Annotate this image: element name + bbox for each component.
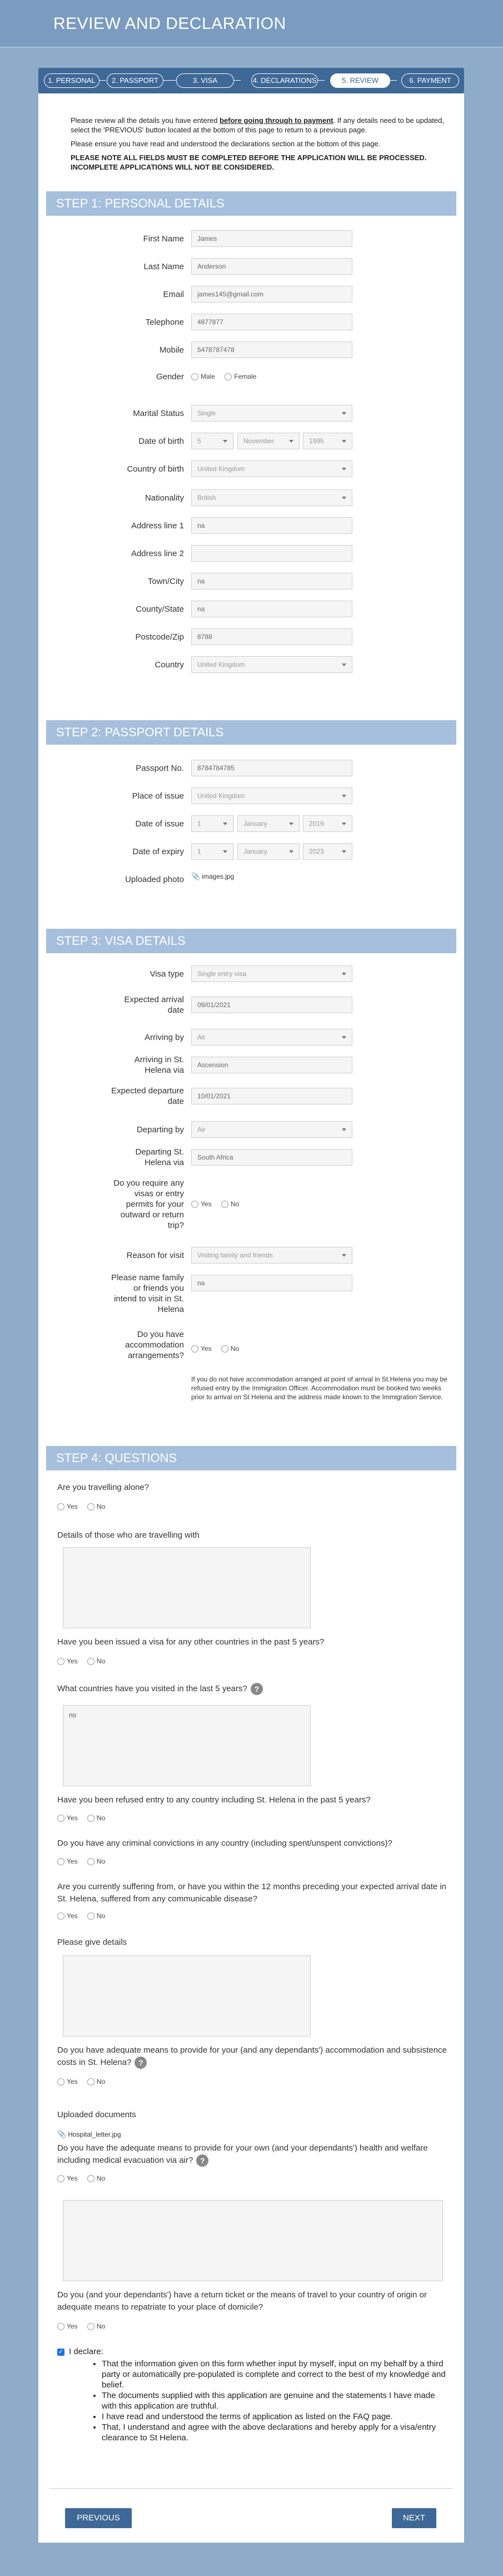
declaration-checkbox[interactable]: ✓ — [58, 2348, 64, 2355]
require-visas-label: Do you require any visas or entry permits for your outward or return trip? — [113, 1178, 184, 1230]
divider — [49, 2488, 453, 2489]
gender-label: Gender — [156, 372, 184, 382]
radio-yes[interactable]: Yes — [57, 1814, 78, 1822]
dob-year-select[interactable]: 1995 — [303, 433, 352, 449]
chevron-down-icon — [342, 1254, 346, 1257]
review-panel — [38, 93, 464, 2543]
town-city-label: Town/City — [147, 577, 184, 586]
wizard-step-payment[interactable]: 6. PAYMENT — [401, 73, 459, 88]
next-button[interactable]: NEXT — [392, 2508, 436, 2528]
expiry-day-select[interactable]: 1 — [191, 843, 233, 860]
chevron-down-icon — [342, 823, 346, 825]
radio-no[interactable]: No — [87, 1912, 105, 1920]
question-return-ticket: Do you (and your dependants') have a return ticket or the means of travel to your country of origin or adequate means to repatriate to your place of domicile? — [57, 2290, 427, 2312]
chevron-down-icon — [342, 468, 346, 470]
issue-year-select[interactable]: 2019 — [303, 815, 352, 832]
first-name-field[interactable]: James — [191, 230, 352, 247]
radio-yes[interactable]: Yes — [57, 2174, 78, 2182]
reason-for-visit-label: Reason for visit — [126, 1251, 184, 1260]
arriving-via-label: Arriving in St. Helena via — [134, 1055, 184, 1075]
disease-details-textarea[interactable] — [63, 1955, 311, 2037]
address-line-2-label: Address line 2 — [131, 549, 184, 558]
family-friends-field[interactable]: na — [191, 1275, 352, 1291]
intro-paragraph — [71, 116, 454, 135]
dob-label: Date of birth — [138, 437, 184, 446]
declaration-list — [57, 2359, 446, 2443]
chevron-down-icon — [342, 973, 346, 975]
paperclip-icon: 📎 — [191, 872, 201, 880]
departing-via-field[interactable]: South Africa — [191, 1149, 352, 1166]
chevron-down-icon — [223, 823, 227, 825]
postcode-field[interactable]: 8788 — [191, 628, 352, 645]
issue-day-select[interactable]: 1 — [191, 815, 233, 832]
radio-no[interactable]: No — [87, 1503, 105, 1510]
wizard-progress — [38, 68, 464, 93]
declaration — [57, 2347, 446, 2443]
email-field[interactable]: james145@gmail.com — [191, 286, 352, 303]
wizard-step-visa[interactable]: 3. VISA — [176, 73, 234, 88]
departing-by-label: Departing by — [136, 1125, 184, 1135]
declaration-label: I declare: — [69, 2347, 103, 2356]
country-select[interactable]: United Kingdom — [191, 656, 352, 673]
town-city-field[interactable]: na — [191, 573, 352, 589]
require-visas-no[interactable]: No — [221, 1200, 239, 1208]
radio-no[interactable]: No — [87, 2174, 105, 2182]
country-label: Country — [155, 660, 184, 670]
visa-issued-radio-group — [57, 1657, 113, 1665]
mobile-label: Mobile — [159, 345, 184, 355]
require-visas-yes[interactable]: Yes — [191, 1200, 212, 1208]
declaration-item: • I have read and understood the terms of application as listed on the FAQ page. — [102, 2411, 446, 2422]
intro-paragraph-2: Please ensure you have read and understood the declarations section at the bottom of this page. — [71, 140, 381, 148]
declaration-item: • That the information given on this form whether input by myself, input on my behalf by a third party or automatically pre-populated is complete and correct to the best of my knowledge and belief. — [102, 2359, 446, 2390]
health-welfare-radio-group — [57, 2174, 113, 2182]
mobile-field[interactable]: 5478787478 — [191, 341, 352, 358]
departure-date-label: Expected departure date — [111, 1086, 184, 1106]
county-state-field[interactable]: na — [191, 601, 352, 617]
question-adequate-means: Do you have adequate means to provide for your (and any dependants') accommodation and subsistence costs in St. Helena? ? — [57, 2044, 457, 2069]
chevron-down-icon — [342, 1036, 346, 1039]
address-line-1-label: Address line 1 — [131, 521, 184, 531]
wizard-separator — [99, 80, 106, 81]
telephone-field[interactable]: 4877877 — [191, 314, 352, 330]
uploaded-documents-label: Uploaded documents — [57, 2110, 136, 2119]
chevron-down-icon — [289, 850, 293, 853]
page-header — [0, 0, 503, 48]
wizard-step-review[interactable]: 5. REVIEW — [330, 73, 390, 88]
date-of-issue-label: Date of issue — [135, 819, 184, 829]
uploaded-document-link[interactable]: 📎 Hospital_letter.jpg — [57, 2130, 121, 2138]
departing-via-label: Departing St. Helena via — [135, 1147, 184, 1167]
uploaded-photo-link[interactable]: 📎 images.jpg — [191, 872, 235, 880]
marital-status-label: Marital Status — [133, 409, 184, 418]
wizard-separator — [234, 80, 241, 81]
marital-status-select[interactable]: Single — [191, 405, 352, 422]
chevron-down-icon — [342, 440, 346, 443]
intro-text-1a: Please review all the details you have entered — [71, 116, 220, 125]
nationality-select[interactable]: British — [191, 489, 352, 506]
chevron-down-icon — [342, 663, 346, 666]
question-refused-entry: Have you been refused entry to any country including St. Helena in the past 5 years? — [57, 1795, 371, 1805]
wizard-step-passport[interactable]: 2. PASSPORT — [107, 73, 163, 88]
intro-text-1b: . If any details need to be updated, select the 'PREVIOUS' button located at the bottom of this page to return to a previous page. — [71, 116, 444, 134]
help-icon[interactable]: ? — [135, 2057, 147, 2069]
telephone-label: Telephone — [145, 318, 184, 327]
arriving-by-select[interactable]: Air — [191, 1029, 352, 1046]
require-visas-radio-group — [191, 1200, 247, 1208]
accommodation-note: If you do not have accommodation arranged at point of arrival in St.Helena you may be refused entry by the Immigration Officer. Accommodation must be booked two weeks prior to arrival on St Helena and the address made known to the Immigration Service. — [191, 1375, 447, 1401]
declaration-item: • The documents supplied with this application are genuine and the statements I have made with this application are truthful. — [102, 2390, 446, 2411]
gender-option-male[interactable]: Male — [191, 373, 215, 380]
intro-text — [71, 116, 454, 176]
last-name-field[interactable]: Anderson — [191, 258, 352, 275]
question-health-welfare: Do you have the adequate means to provide for your own (and your dependants') health and welfare including medical evacuation via air? ? — [57, 2142, 457, 2167]
question-countries-visited: What countries have you visited in the last 5 years? ? — [57, 1683, 457, 1695]
adequate-means-radio-group — [57, 2078, 113, 2085]
dob-day-select[interactable]: 5 — [191, 433, 233, 449]
expiry-month-select[interactable]: January — [237, 843, 300, 860]
address-line-2-field[interactable] — [191, 545, 352, 562]
country-of-birth-label: Country of birth — [127, 464, 184, 474]
intro-warning: PLEASE NOTE ALL FIELDS MUST BE COMPLETED BEFORE THE APPLICATION WILL BE PROCESSED. INCOMPLETE APPLICATIONS WILL NOT BE CONSIDERED. — [71, 153, 427, 171]
radio-yes[interactable]: Yes — [57, 1657, 78, 1665]
place-of-issue-select[interactable]: United Kingdom — [191, 787, 352, 804]
county-state-label: County/State — [136, 605, 184, 614]
radio-yes[interactable]: Yes — [57, 1912, 78, 1920]
visa-type-select[interactable]: Single entry visa — [191, 965, 352, 982]
declaration-block — [38, 2347, 464, 2443]
wizard-separator — [390, 80, 397, 81]
section-questions: STEP 4: QUESTIONS — [46, 1446, 456, 1470]
declaration-item: • That, I understand and agree with the above declarations and hereby apply for a visa/entry clearance to St Helena. — [102, 2422, 446, 2443]
visa-type-label: Visa type — [150, 969, 184, 979]
paperclip-icon: 📎 — [57, 2130, 67, 2138]
radio-yes[interactable]: Yes — [57, 1503, 78, 1510]
help-icon[interactable]: ? — [251, 1683, 263, 1695]
radio-no[interactable]: No — [87, 1857, 105, 1865]
passport-no-field[interactable]: 8784784785 — [191, 760, 352, 776]
accommodation-no[interactable]: No — [221, 1345, 239, 1353]
radio-yes[interactable]: Yes — [57, 2078, 78, 2085]
place-of-issue-label: Place of issue — [132, 791, 184, 801]
health-welfare-textarea[interactable] — [63, 2200, 443, 2281]
reason-for-visit-select[interactable]: Visiting family and friends — [191, 1247, 352, 1264]
arrival-date-label: Expected arrival date — [124, 995, 184, 1015]
dob-month-select[interactable]: November — [237, 433, 300, 449]
gender-option-female[interactable]: Female — [225, 373, 256, 380]
radio-no[interactable]: No — [87, 1814, 105, 1822]
criminal-convictions-radio-group — [57, 1857, 113, 1865]
previous-button[interactable]: PREVIOUS — [65, 2508, 132, 2528]
wizard-step-personal[interactable]: 1. PERSONAL — [44, 73, 99, 88]
radio-no[interactable]: No — [87, 2322, 105, 2330]
section-personal-details: STEP 1: PERSONAL DETAILS — [46, 191, 456, 216]
countries-visited-textarea[interactable]: no — [63, 1705, 311, 1786]
departure-date-field[interactable]: 10/01/2021 — [191, 1088, 352, 1104]
chevron-down-icon — [342, 795, 346, 797]
nationality-label: Nationality — [145, 493, 184, 503]
radio-yes[interactable]: Yes — [57, 2322, 78, 2330]
page-title: REVIEW AND DECLARATION — [53, 14, 286, 33]
chevron-down-icon — [289, 823, 293, 825]
arriving-by-label: Arriving by — [145, 1033, 184, 1042]
section-passport-details: STEP 2: PASSPORT DETAILS — [46, 720, 456, 745]
chevron-down-icon — [223, 440, 227, 443]
question-travelling-alone: Are you travelling alone? — [57, 1483, 150, 1492]
question-give-details: Please give details — [57, 1938, 127, 1947]
chevron-down-icon — [342, 412, 346, 415]
arrival-date-field[interactable]: 09/01/2021 — [191, 997, 352, 1013]
question-criminal-convictions: Do you have any criminal convictions in any country (including spent/unspent convictions)? — [57, 1839, 392, 1848]
question-communicable-disease: Are you currently suffering from, or have you within the 12 months preceding your expected arrival date in St. Helena, suffered from any communicable disease? — [57, 1882, 447, 1904]
question-visa-issued: Have you been issued a visa for any other countries in the past 5 years? — [57, 1637, 325, 1647]
address-line-1-field[interactable]: na — [191, 517, 352, 534]
radio-no[interactable]: No — [87, 2078, 105, 2085]
uploaded-photo-label: Uploaded photo — [125, 875, 184, 884]
intro-emphasis: before going through to payment — [220, 116, 333, 125]
accommodation-yes[interactable]: Yes — [191, 1345, 212, 1353]
return-ticket-radio-group — [57, 2322, 113, 2330]
question-travel-companions: Details of those who are travelling with — [57, 1530, 200, 1540]
family-friends-label: Please name family or friends you intend to visit in St. Helena — [111, 1273, 184, 1314]
expiry-year-select[interactable]: 2023 — [303, 843, 352, 860]
chevron-down-icon — [289, 440, 293, 443]
postcode-label: Postcode/Zip — [135, 632, 184, 642]
arriving-via-field[interactable]: Ascension — [191, 1057, 352, 1073]
issue-month-select[interactable]: January — [237, 815, 300, 832]
chevron-down-icon — [342, 497, 346, 499]
passport-no-label: Passport No. — [136, 764, 184, 773]
wizard-separator — [318, 80, 325, 81]
wizard-step-declarations[interactable]: 4. DECLARATIONS — [251, 73, 318, 88]
date-of-expiry-label: Date of expiry — [132, 847, 184, 856]
chevron-down-icon — [223, 850, 227, 853]
accommodation-radio-group — [191, 1345, 247, 1353]
communicable-disease-radio-group — [57, 1912, 113, 1920]
email-label: Email — [163, 290, 184, 299]
accommodation-label: Do you have accommodation arrangements? — [125, 1330, 184, 1360]
section-visa-details: STEP 3: VISA DETAILS — [46, 929, 456, 953]
travelling-alone-radio-group — [57, 1503, 113, 1510]
country-of-birth-select[interactable]: United Kingdom — [191, 460, 352, 477]
refused-entry-radio-group — [57, 1814, 113, 1822]
departing-by-select[interactable]: Air — [191, 1121, 352, 1138]
first-name-label: First Name — [143, 234, 184, 244]
travel-companions-textarea[interactable] — [63, 1547, 311, 1628]
chevron-down-icon — [342, 850, 346, 853]
gender-radio-group — [191, 373, 264, 380]
radio-no[interactable]: No — [87, 1657, 105, 1665]
help-icon[interactable]: ? — [196, 2154, 208, 2167]
radio-yes[interactable]: Yes — [57, 1857, 78, 1865]
last-name-label: Last Name — [143, 262, 184, 271]
chevron-down-icon — [342, 1128, 346, 1131]
wizard-separator — [163, 80, 176, 81]
